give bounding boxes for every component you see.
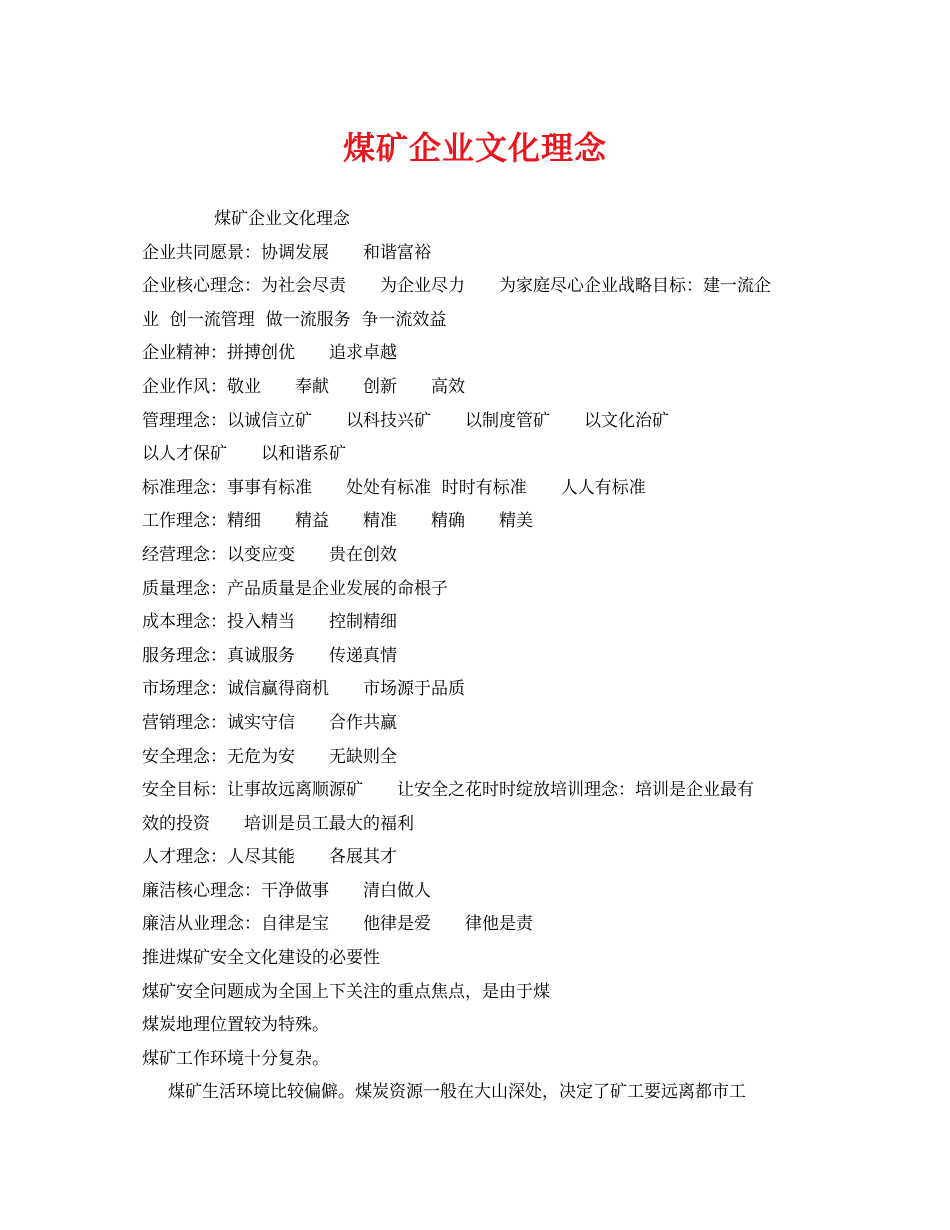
text-line: 推进煤矿安全文化建设的必要性 <box>142 948 380 969</box>
text-line: 煤矿安全问题成为全国上下关注的重点焦点，是由于煤 <box>142 981 550 1002</box>
text-line: 经营理念：以变应变 贵在创效 <box>142 544 397 565</box>
text-line: 企业核心理念：为社会尽责 为企业尽力 为家庭尽心企业战略目标：建一流企 <box>142 276 771 297</box>
text-line: 企业作风：敬业 奉献 创新 高效 <box>142 376 465 397</box>
text-line: 业 创一流管理 做一流服务 争一流效益 <box>142 309 447 330</box>
text-line: 企业共同愿景：协调发展 和谐富裕 <box>142 242 431 263</box>
text-line: 营销理念：诚实守信 合作共赢 <box>142 712 397 733</box>
text-line: 管理理念：以诚信立矿 以科技兴矿 以制度管矿 以文化治矿 <box>142 410 669 431</box>
text-line: 以人才保矿 以和谐系矿 <box>142 444 346 465</box>
text-line: 市场理念：诚信赢得商机 市场源于品质 <box>142 679 465 700</box>
text-line: 煤矿工作环境十分复杂。 <box>142 1048 329 1069</box>
text-line: 煤炭地理位置较为特殊。 <box>142 1015 329 1036</box>
text-line: 企业精神：拼搏创优 追求卓越 <box>142 343 397 364</box>
text-line: 质量理念：产品质量是企业发展的命根子 <box>142 578 448 599</box>
text-line: 安全理念：无危为安 无缺则全 <box>142 746 397 767</box>
text-line: 服务理念：真诚服务 传递真情 <box>142 645 397 666</box>
text-line: 成本理念：投入精当 控制精细 <box>142 612 397 633</box>
text-line: 廉洁核心理念：干净做事 清白做人 <box>142 880 431 901</box>
text-line: 工作理念：精细 精益 精准 精确 精美 <box>142 511 533 532</box>
text-line: 标准理念：事事有标准 处处有标准 时时有标准 人人有标准 <box>142 477 646 498</box>
text-line: 效的投资 培训是员工最大的福利 <box>142 813 414 834</box>
document-body <box>142 203 814 1110</box>
text-line: 人才理念：人尽其能 各展其才 <box>142 847 397 868</box>
subtitle-line: 煤矿企业文化理念 <box>214 209 350 229</box>
paragraph-line: 煤矿生活环境比较偏僻。煤炭资源一般在大山深处，决定了矿工要远离都市工 <box>168 1082 746 1103</box>
text-line: 廉洁从业理念：自律是宝 他律是爱 律他是责 <box>142 914 533 935</box>
page-title: 煤矿企业文化理念 <box>342 129 607 167</box>
text-line: 安全目标：让事故远离顺源矿 让安全之花时时绽放培训理念：培训是企业最有 <box>142 780 754 801</box>
